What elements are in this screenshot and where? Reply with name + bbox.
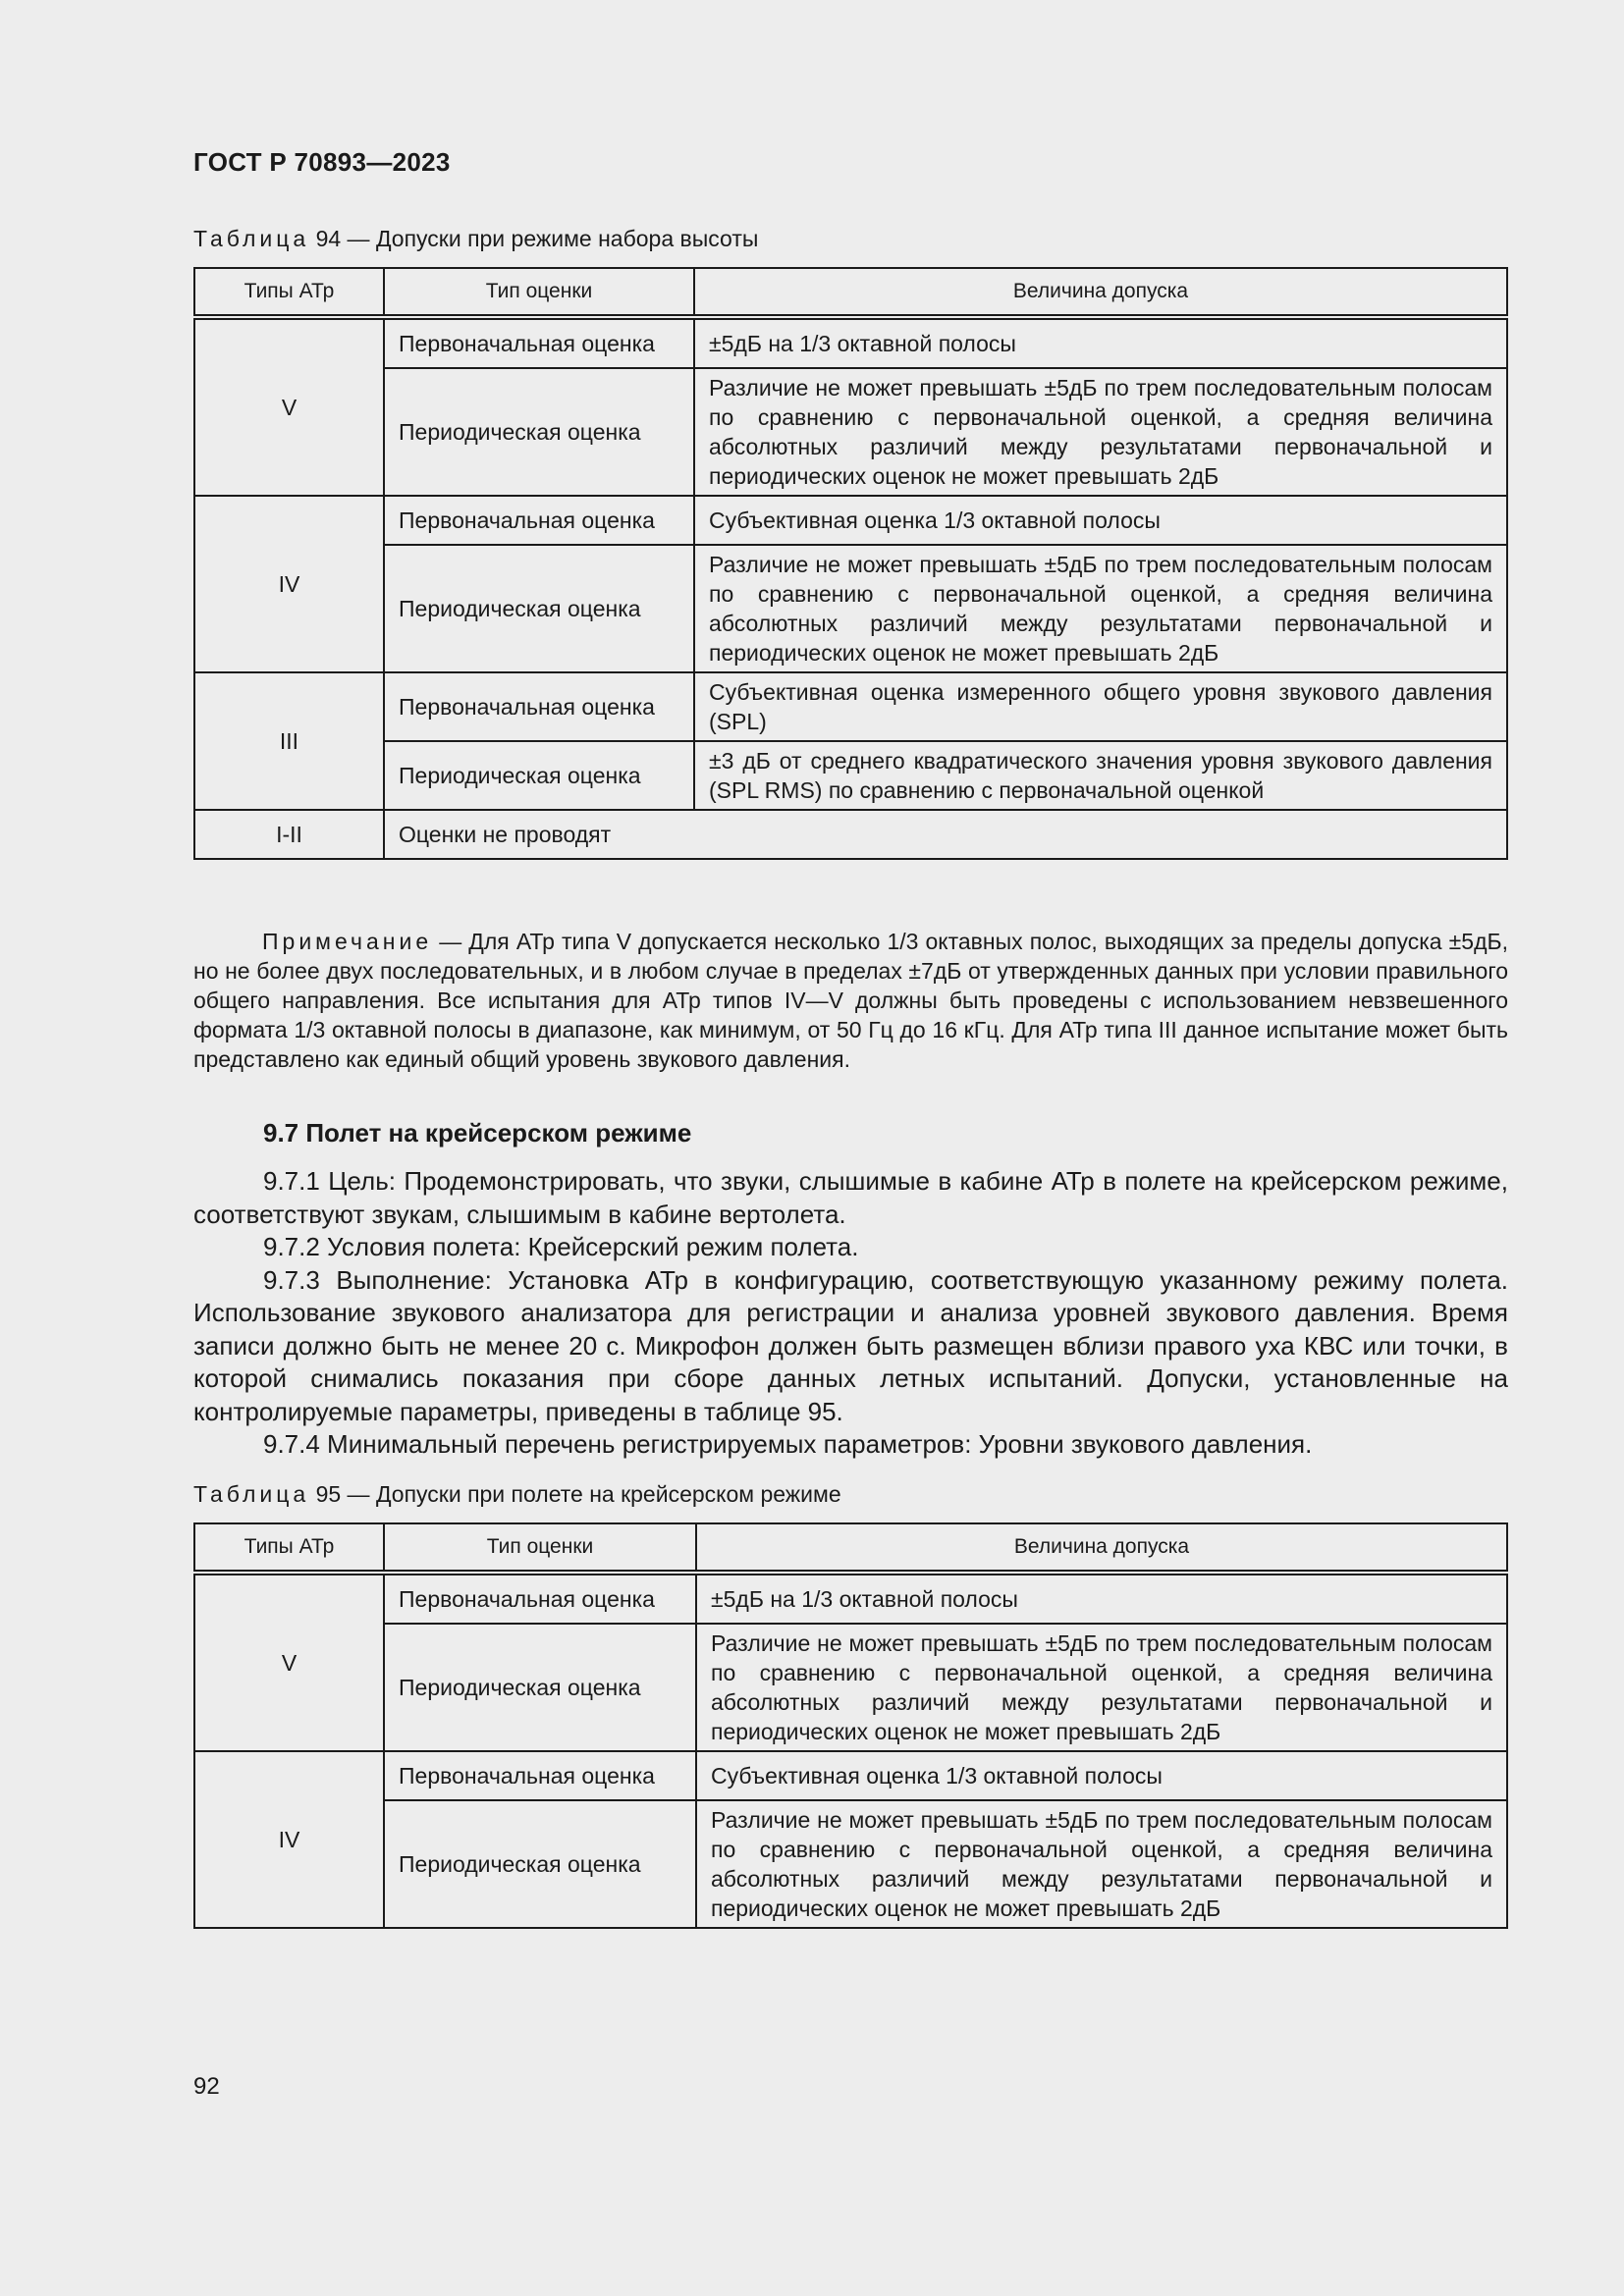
- paragraph: 9.7.1 Цель: Продемонстрировать, что звуки, слышимые в кабине АТр в полете на крейсерском режиме, соответствуют звукам, слышимым в кабине вертолета.: [193, 1166, 1508, 1229]
- table-94-header-row: [194, 268, 1507, 317]
- section-title: 9.7 Полет на крейсерском режиме: [263, 1118, 692, 1148]
- tolerance-cell: Субъективная оценка 1/3 октавной полосы: [694, 496, 1507, 545]
- table-row: [194, 317, 1507, 368]
- col-header-atr-type: Типы АТр: [194, 268, 384, 317]
- col-header-tolerance: Величина допуска: [694, 268, 1507, 317]
- table-row: [194, 741, 1507, 810]
- col-header-atr-type: Типы АТр: [194, 1523, 384, 1573]
- table-row: [194, 1573, 1507, 1624]
- table-95-header-row: [194, 1523, 1507, 1573]
- assessment-type-cell: Периодическая оценка: [384, 368, 694, 496]
- assessment-type-cell: Периодическая оценка: [384, 1800, 696, 1928]
- assessment-type-cell: Первоначальная оценка: [384, 496, 694, 545]
- table-row: [194, 1624, 1507, 1751]
- tolerance-cell: Субъективная оценка измеренного общего уровня звукового давления (SPL): [694, 672, 1507, 741]
- tolerance-cell: ±5дБ на 1/3 октавной полосы: [696, 1573, 1507, 1624]
- table-row: [194, 1800, 1507, 1928]
- table-95-caption-word: Таблица: [193, 1481, 310, 1507]
- tolerance-cell: ±3 дБ от среднего квадратического значения уровня звукового давления (SPL RMS) по сравнению с первоначальной оценкой: [694, 741, 1507, 810]
- atr-type-cell: V: [194, 317, 384, 496]
- tolerance-cell: Субъективная оценка 1/3 октавной полосы: [696, 1751, 1507, 1800]
- table-note: [193, 927, 1508, 1074]
- assessment-type-cell: Первоначальная оценка: [384, 1751, 696, 1800]
- table-row: [194, 1751, 1507, 1800]
- assessment-type-cell: Периодическая оценка: [384, 545, 694, 672]
- table-row: [194, 368, 1507, 496]
- atr-type-cell: V: [194, 1573, 384, 1751]
- paragraph: 9.7.4 Минимальный перечень регистрируемых параметров: Уровни звукового давления.: [263, 1429, 1313, 1459]
- table-94-caption: [193, 226, 758, 252]
- assessment-type-cell: Периодическая оценка: [384, 741, 694, 810]
- table-95-caption-text: 95 — Допуски при полете на крейсерском режиме: [309, 1481, 841, 1507]
- table-94-caption-text: 94 — Допуски при режиме набора высоты: [309, 226, 759, 251]
- section-body: [193, 1165, 1508, 1462]
- assessment-type-cell: Первоначальная оценка: [384, 1573, 696, 1624]
- atr-type-cell: IV: [194, 496, 384, 672]
- table-94-caption-word: Таблица: [193, 226, 310, 251]
- tolerance-cell: Различие не может превышать ±5дБ по трем последовательным полосам по сравнению с первоначальной оценкой, а средняя величина абсолютных различий между результатами первоначальной и периодических оценок не может превышать 2дБ: [694, 545, 1507, 672]
- table-row: [194, 810, 1507, 859]
- table-94: [193, 267, 1508, 860]
- assessment-type-cell: Периодическая оценка: [384, 1624, 696, 1751]
- note-label: Примечание: [262, 929, 433, 954]
- atr-type-cell: IV: [194, 1751, 384, 1928]
- tolerance-cell: Различие не может превышать ±5дБ по трем последовательным полосам по сравнению с первоначальной оценкой, а средняя величина абсолютных различий между результатами первоначальной и периодических оценок не может превышать 2дБ: [696, 1624, 1507, 1751]
- table-95: [193, 1522, 1508, 1929]
- table-row: [194, 672, 1507, 741]
- document-header: ГОСТ Р 70893—2023: [193, 147, 451, 177]
- note-text: — Для АТр типа V допускается несколько 1/3 октавных полос, выходящих за пределы допуска ±5дБ, но не более двух последовательных, и в любом случае в пределах ±7дБ от утвержденных данных при условии правильного общего направления. Все испытания для АТр типов IV—V должны быть проведены с использованием невзвешенного формата 1/3 октавной полосы в диапазоне, как минимум, от 50 Гц до 16 кГц. Для АТр типа III данное испытание может быть представлено как единый общий уровень звукового давления.: [193, 929, 1508, 1072]
- assessment-type-cell: Первоначальная оценка: [384, 317, 694, 368]
- col-header-tolerance: Величина допуска: [696, 1523, 1507, 1573]
- assessment-type-cell: Первоначальная оценка: [384, 672, 694, 741]
- paragraph: 9.7.3 Выполнение: Установка АТр в конфигурацию, соответствующую указанному режиму полета. Использование звукового анализатора для регистрации и анализа уровней звукового давления. Время записи должно быть не менее 20 с. Микрофон должен быть размещен вблизи правого уха КВС или точки, в которой снимались показания при сборе данных летных испытаний. Допуски, установленные на контролируемые параметры, приведены в таблице 95.: [193, 1264, 1508, 1426]
- atr-type-cell: I-II: [194, 810, 384, 859]
- tolerance-cell: Различие не может превышать ±5дБ по трем последовательным полосам по сравнению с первоначальной оценкой, а средняя величина абсолютных различий между результатами первоначальной и периодических оценок не может превышать 2дБ: [694, 368, 1507, 496]
- page-number: 92: [193, 2073, 220, 2100]
- tolerance-cell: ±5дБ на 1/3 октавной полосы: [694, 317, 1507, 368]
- table-row: [194, 496, 1507, 545]
- no-assessment-cell: Оценки не проводят: [384, 810, 1507, 859]
- table-95-caption: [193, 1481, 841, 1508]
- tolerance-cell: Различие не может превышать ±5дБ по трем последовательным полосам по сравнению с первоначальной оценкой, а средняя величина абсолютных различий между результатами первоначальной и периодических оценок не может превышать 2дБ: [696, 1800, 1507, 1928]
- paragraph: 9.7.2 Условия полета: Крейсерский режим полета.: [263, 1232, 859, 1261]
- col-header-assessment-type: Тип оценки: [384, 268, 694, 317]
- col-header-assessment-type: Тип оценки: [384, 1523, 696, 1573]
- table-row: [194, 545, 1507, 672]
- atr-type-cell: III: [194, 672, 384, 810]
